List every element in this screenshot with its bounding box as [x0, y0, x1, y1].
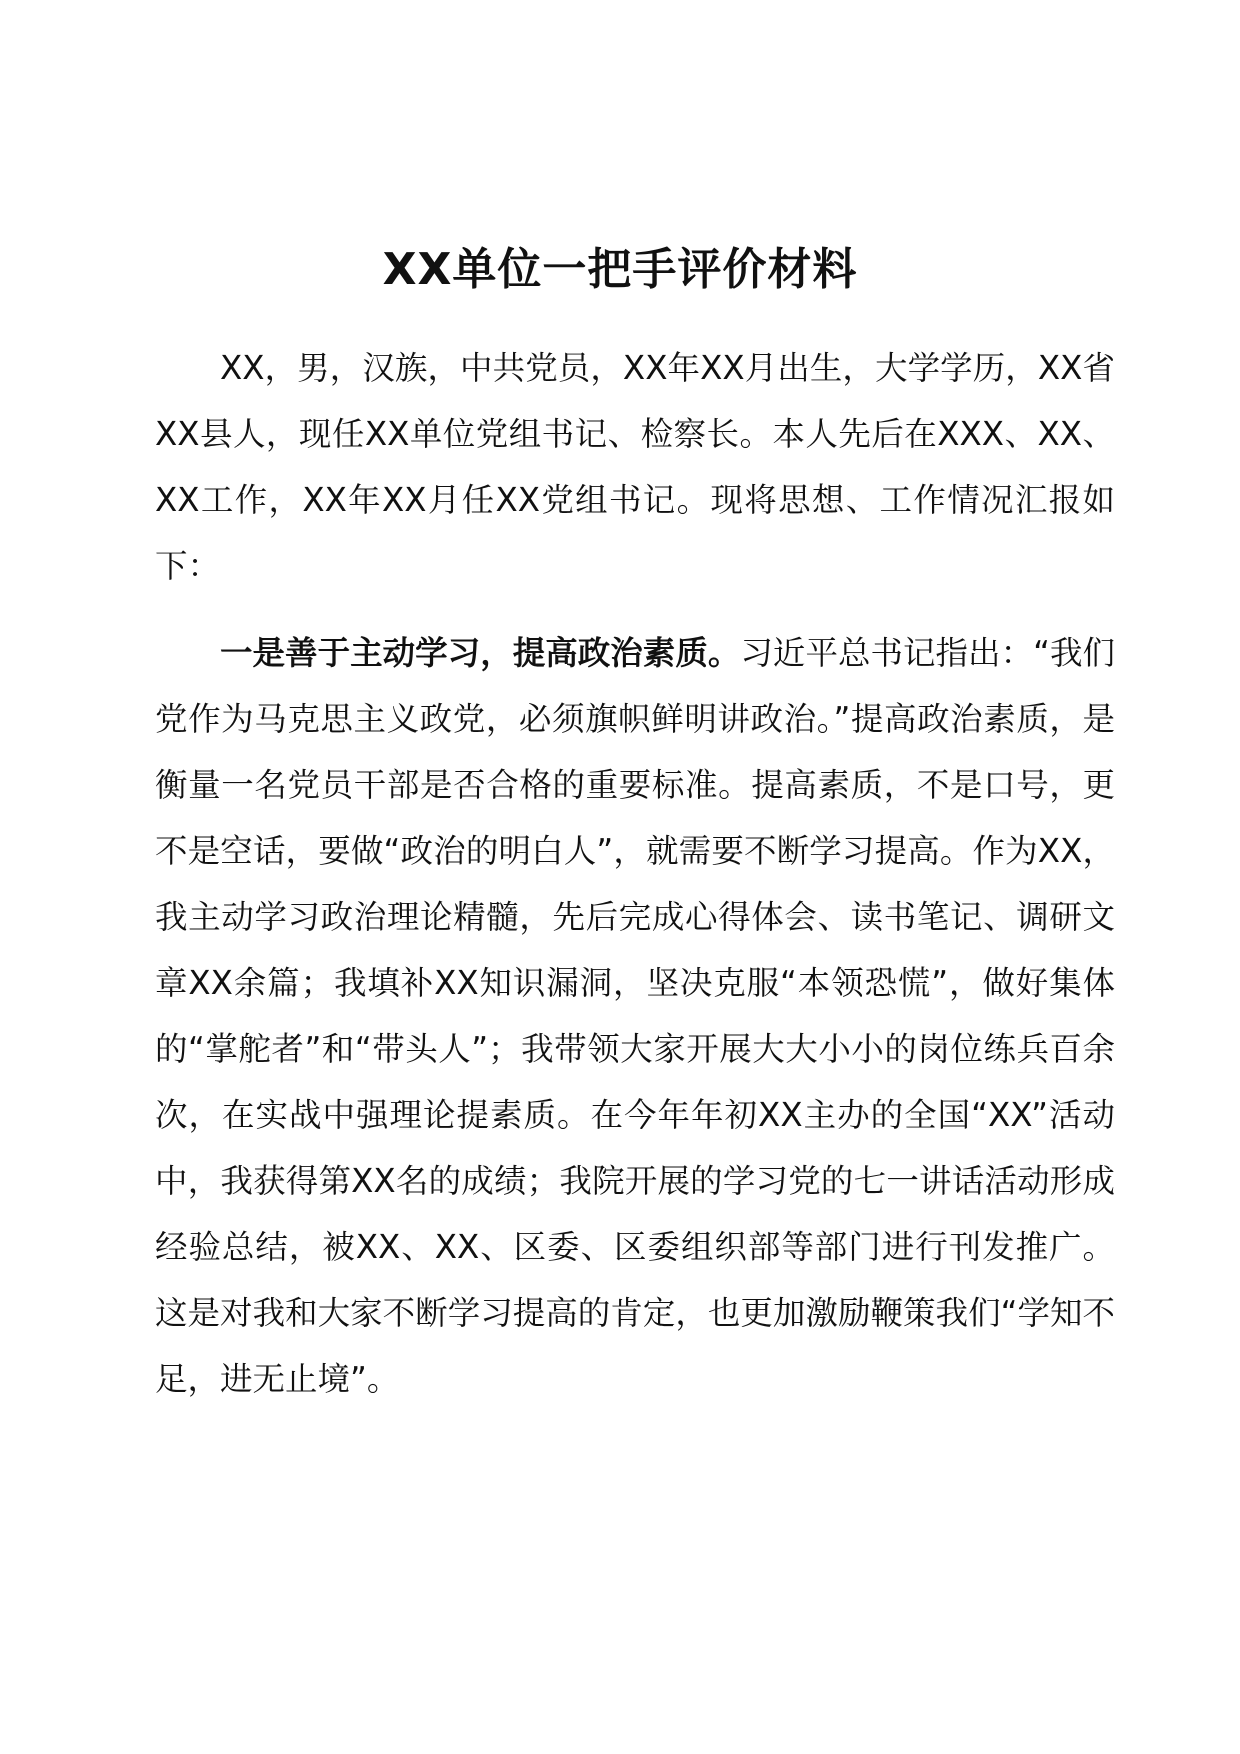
intro-paragraph: XX，男，汉族，中共党员，XX年XX月出生，大学学历，XX省XX县人，现任XX单位党组书记、检察长。本人先后在XXX、XX、XX工作，XX年XX月任XX党组书记。现将思想、工作情况汇报如下： — [155, 349, 1115, 585]
document-title: XX单位一把手评价材料 — [382, 244, 858, 295]
section-one-body: 习近平总书记指出：“我们党作为马克思主义政党，必须旗帜鲜明讲政治。”提高政治素质，是衡量一名党员干部是否合格的重要标准。提高素质，不是口号，更不是空话，要做“政治的明白人”，就需要不断学习提高。作为XX，我主动学习政治理论精髓，先后完成心得体会、读书笔记、调研文章XX余篇；我填补XX知识漏洞，坚决克服“本领恐慌”，做好集体的“掌舵者”和“带头人”；我带领大家开展大大小小的岗位练兵百余次，在实战中强理论提素质。在今年年初XX主办的全国“XX”活动中，我获得第XX名的成绩；我院开展的学习党的七一讲话活动形成经验总结，被XX、XX、区委、区委组织部等部门进行刊发推广。这是对我和大家不断学习提高的肯定，也更加激励鞭策我们“学知不足，进无止境”。 — [155, 634, 1115, 1398]
section-one-heading: 一是善于主动学习，提高政治素质。 — [220, 634, 741, 672]
section-one-paragraph — [155, 620, 1115, 1412]
